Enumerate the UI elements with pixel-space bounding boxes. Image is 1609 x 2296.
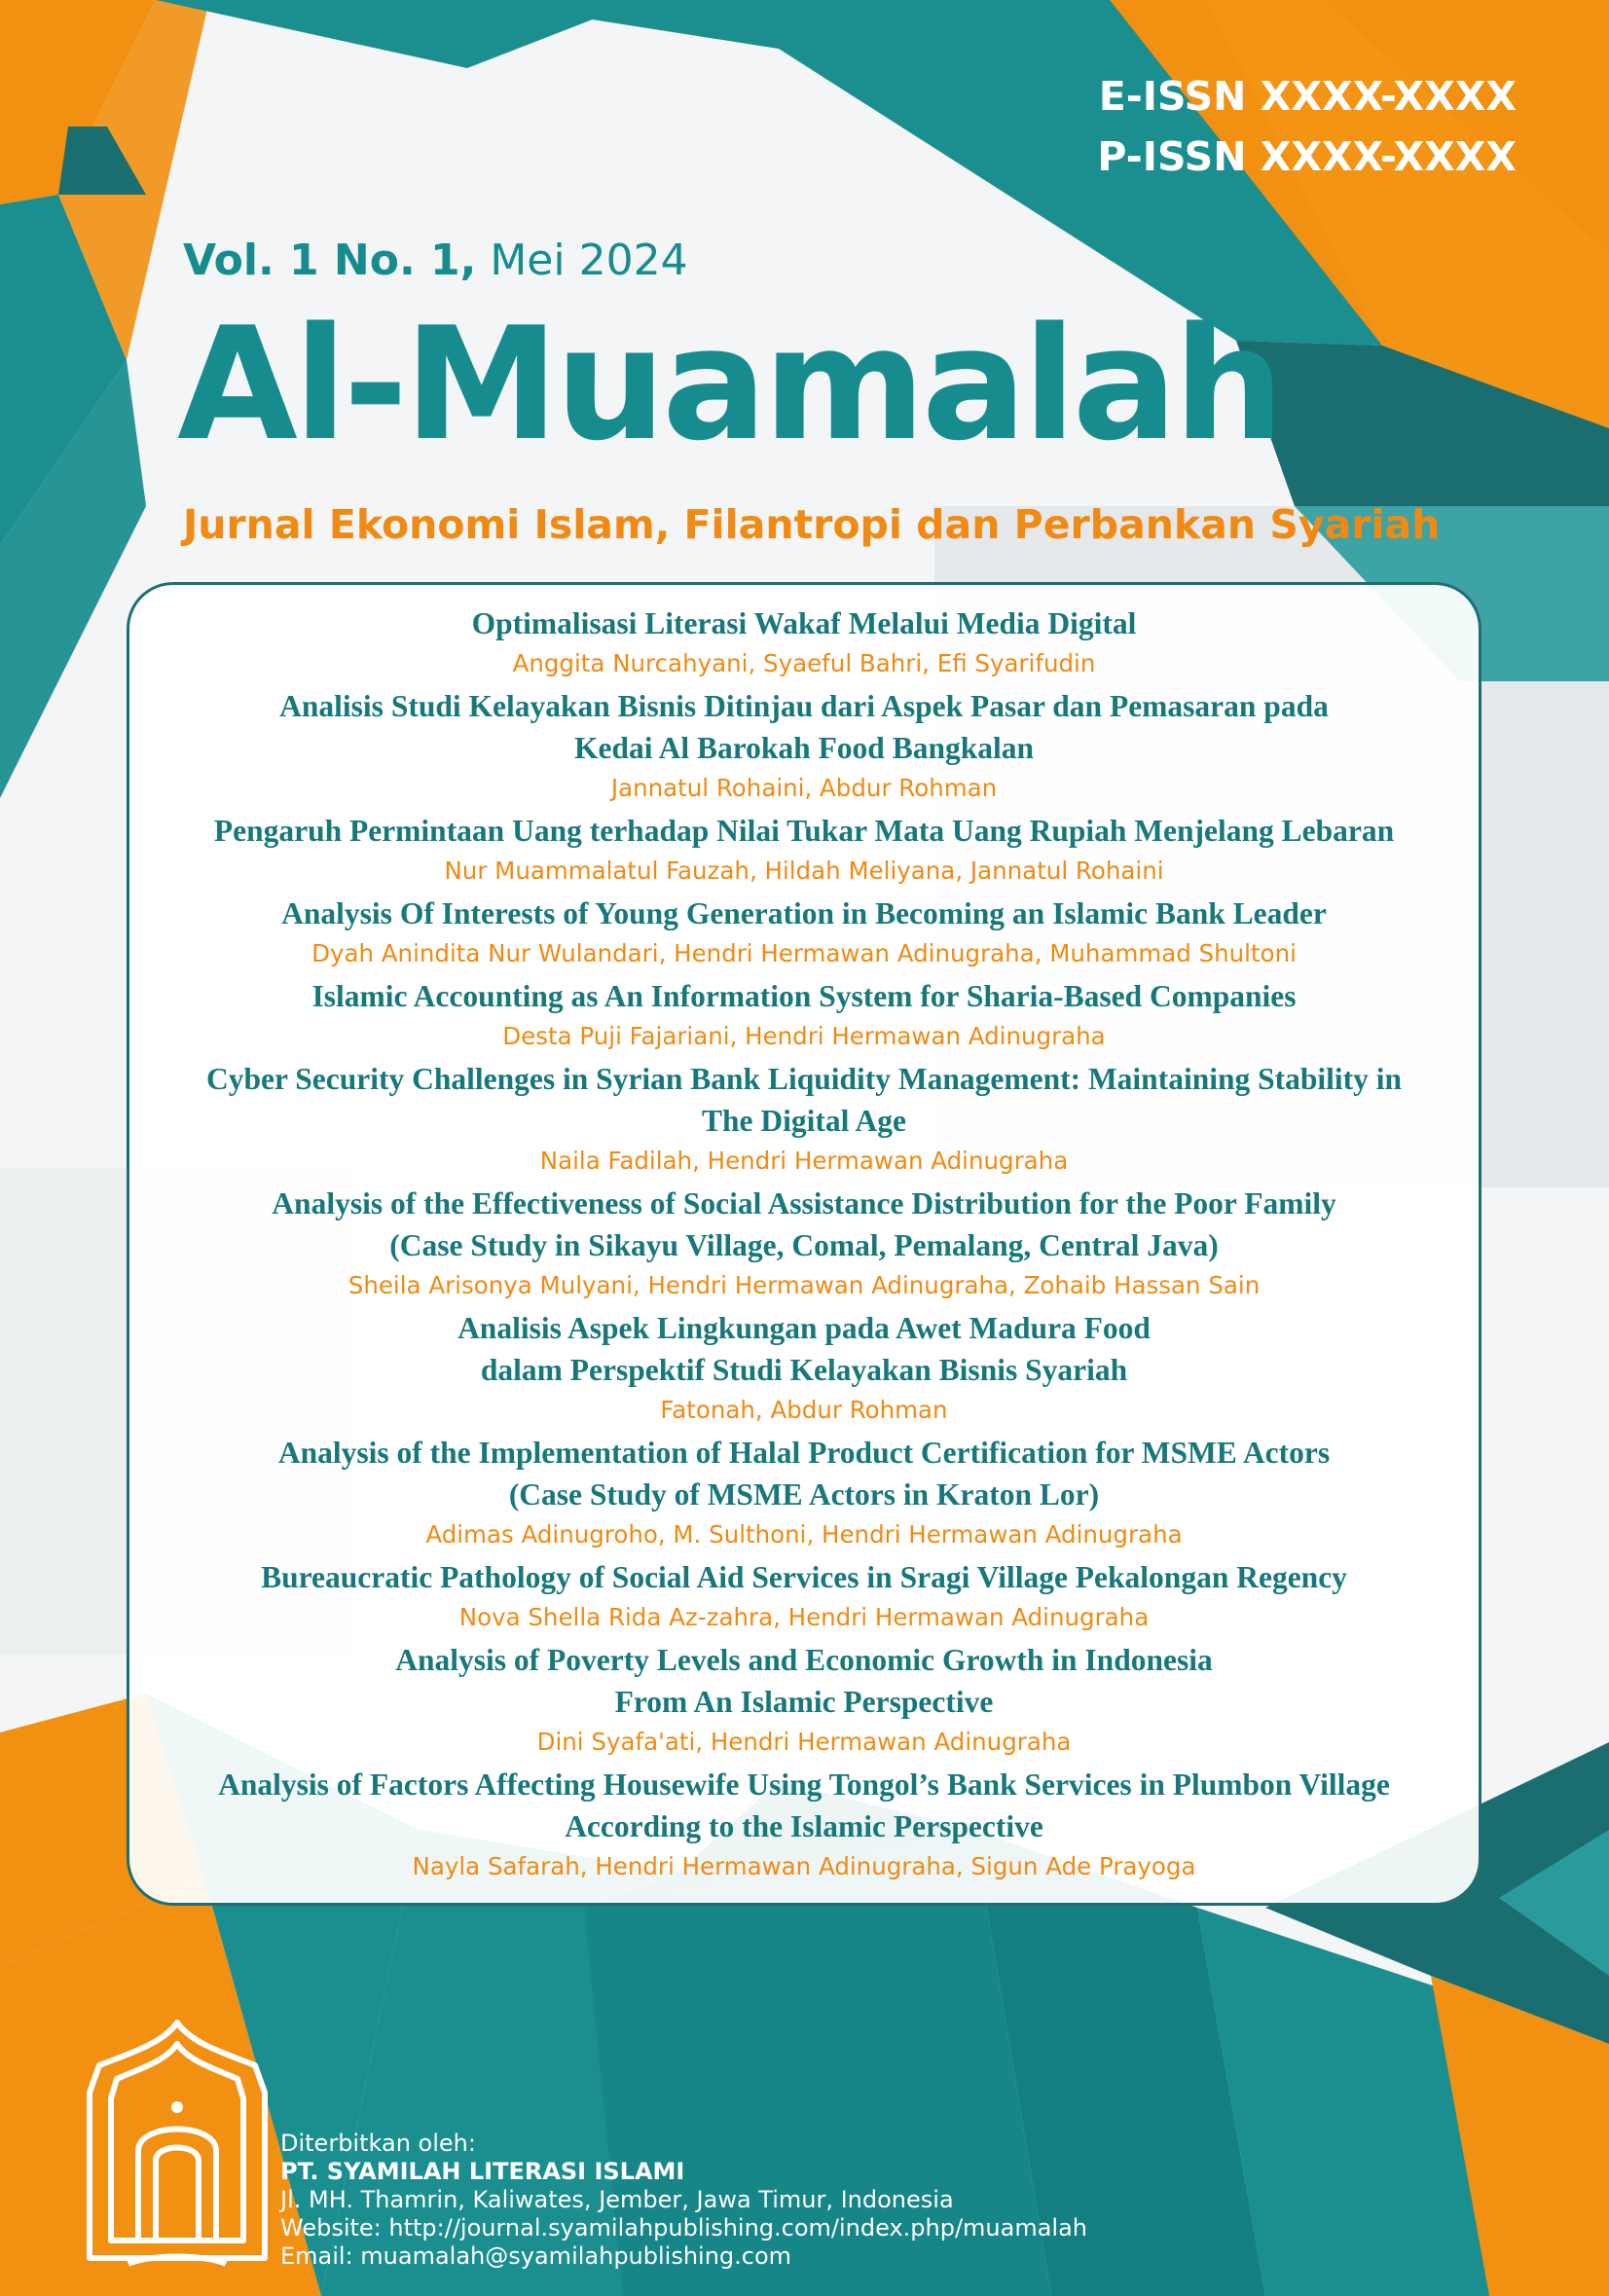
article-entry <box>129 1556 1479 1637</box>
article-authors: Nur Muammalatul Fauzah, Hildah Meliyana, Jannatul Rohaini <box>444 856 1164 885</box>
article-title: Analysis of Factors Affecting Housewife Using Tongol’s Bank Services in Plumbon Village According to the Islamic Perspective <box>218 1768 1390 1843</box>
article-entry <box>129 602 1479 683</box>
journal-title: Al-Muamalah <box>177 293 1281 475</box>
article-authors: Sheila Arisonya Mulyani, Hendri Hermawan Adinugraha, Zohaib Hassan Sain <box>347 1271 1261 1299</box>
article-title: Analisis Aspek Lingkungan pada Awet Madura Food dalam Perspektif Studi Kelayakan Bisnis Syariah <box>457 1311 1151 1387</box>
article-title: Analisis Studi Kelayakan Bisnis Ditinjau dari Aspek Pasar dan Pemasaran pada Kedai Al Barokah Food Bangkalan <box>279 689 1329 765</box>
article-authors: Naila Fadilah, Hendri Hermawan Adinugraha <box>539 1147 1069 1175</box>
article-entry <box>129 893 1479 973</box>
article-entry <box>129 1058 1479 1181</box>
article-authors: Adimas Adinugroho, M. Sulthoni, Hendri Hermawan Adinugraha <box>425 1520 1183 1549</box>
article-entry <box>129 1764 1479 1886</box>
article-title: Analysis of the Implementation of Halal Product Certification for MSME Actors (Case Study of MSME Actors in Kraton Lor) <box>277 1436 1331 1512</box>
article-title: Analysis of Poverty Levels and Economic Growth in Indonesia From An Islamic Perspective <box>395 1643 1213 1719</box>
journal-subtitle: Jurnal Ekonomi Islam, Filantropi dan Perbankan Syariah <box>183 501 1441 548</box>
publisher-info <box>280 2130 1087 2271</box>
article-title: Pengaruh Permintaan Uang terhadap Nilai Tukar Mata Uang Rupiah Menjelang Lebaran <box>213 814 1395 848</box>
article-title: Bureaucratic Pathology of Social Aid Services in Sragi Village Pekalongan Regency <box>261 1560 1347 1594</box>
article-title: Analysis of the Effectiveness of Social Assistance Distribution for the Poor Family (Case Study in Sikayu Village, Comal, Pemalang, Central Java) <box>272 1186 1336 1262</box>
article-title: Analysis Of Interests of Young Generation in Becoming an Islamic Bank Leader <box>281 896 1327 930</box>
article-entry <box>129 975 1479 1056</box>
article-entry <box>129 1432 1479 1554</box>
article-title: Cyber Security Challenges in Syrian Bank Liquidity Management: Maintaining Stability in The Digital Age <box>205 1062 1403 1138</box>
article-authors: Fatonah, Abdur Rohman <box>660 1396 948 1424</box>
mosque-arch-logo-icon <box>70 2015 284 2278</box>
publisher-label: Diterbitkan oleh: <box>280 2130 476 2157</box>
article-entry <box>129 1639 1479 1762</box>
article-entry <box>129 1183 1479 1305</box>
publisher-email: Email: muamalah@syamilahpublishing.com <box>280 2242 792 2270</box>
publisher-website: Website: http://journal.syamilahpublishing.com/index.php/muamalah <box>280 2214 1088 2241</box>
table-of-contents <box>127 582 1481 1906</box>
article-authors: Nova Shella Rida Az-zahra, Hendri Hermawan Adinugraha <box>458 1603 1150 1631</box>
article-title: Islamic Accounting as An Information System for Sharia-Based Companies <box>311 979 1297 1013</box>
article-authors: Dini Syafa'ati, Hendri Hermawan Adinugraha <box>536 1728 1072 1756</box>
issue-info <box>183 236 688 285</box>
article-authors: Desta Puji Fajariani, Hendri Hermawan Adinugraha <box>502 1022 1106 1050</box>
issn-block <box>1097 66 1517 187</box>
article-entry <box>129 810 1479 891</box>
e-issn: E-ISSN XXXX-XXXX <box>1098 73 1517 120</box>
article-authors: Jannatul Rohaini, Abdur Rohman <box>610 774 998 802</box>
article-authors: Dyah Anindita Nur Wulandari, Hendri Hermawan Adinugraha, Muhammad Shultoni <box>311 939 1297 967</box>
article-authors: Nayla Safarah, Hendri Hermawan Adinugraha, Sigun Ade Prayoga <box>412 1852 1196 1880</box>
publisher-name: PT. SYAMILAH LITERASI ISLAMI <box>280 2158 685 2185</box>
issue-date: Mei 2024 <box>490 236 688 285</box>
article-entry <box>129 685 1479 808</box>
article-title: Optimalisasi Literasi Wakaf Melalui Media Digital <box>471 606 1137 640</box>
volume-number: Vol. 1 No. 1, <box>183 236 477 285</box>
p-issn: P-ISSN XXXX-XXXX <box>1097 133 1517 180</box>
publisher-address: Jl. MH. Thamrin, Kaliwates, Jember, Jawa Timur, Indonesia <box>280 2186 954 2213</box>
article-entry <box>129 1307 1479 1430</box>
article-authors: Anggita Nurcahyani, Syaeful Bahri, Efi Syarifudin <box>512 649 1096 677</box>
